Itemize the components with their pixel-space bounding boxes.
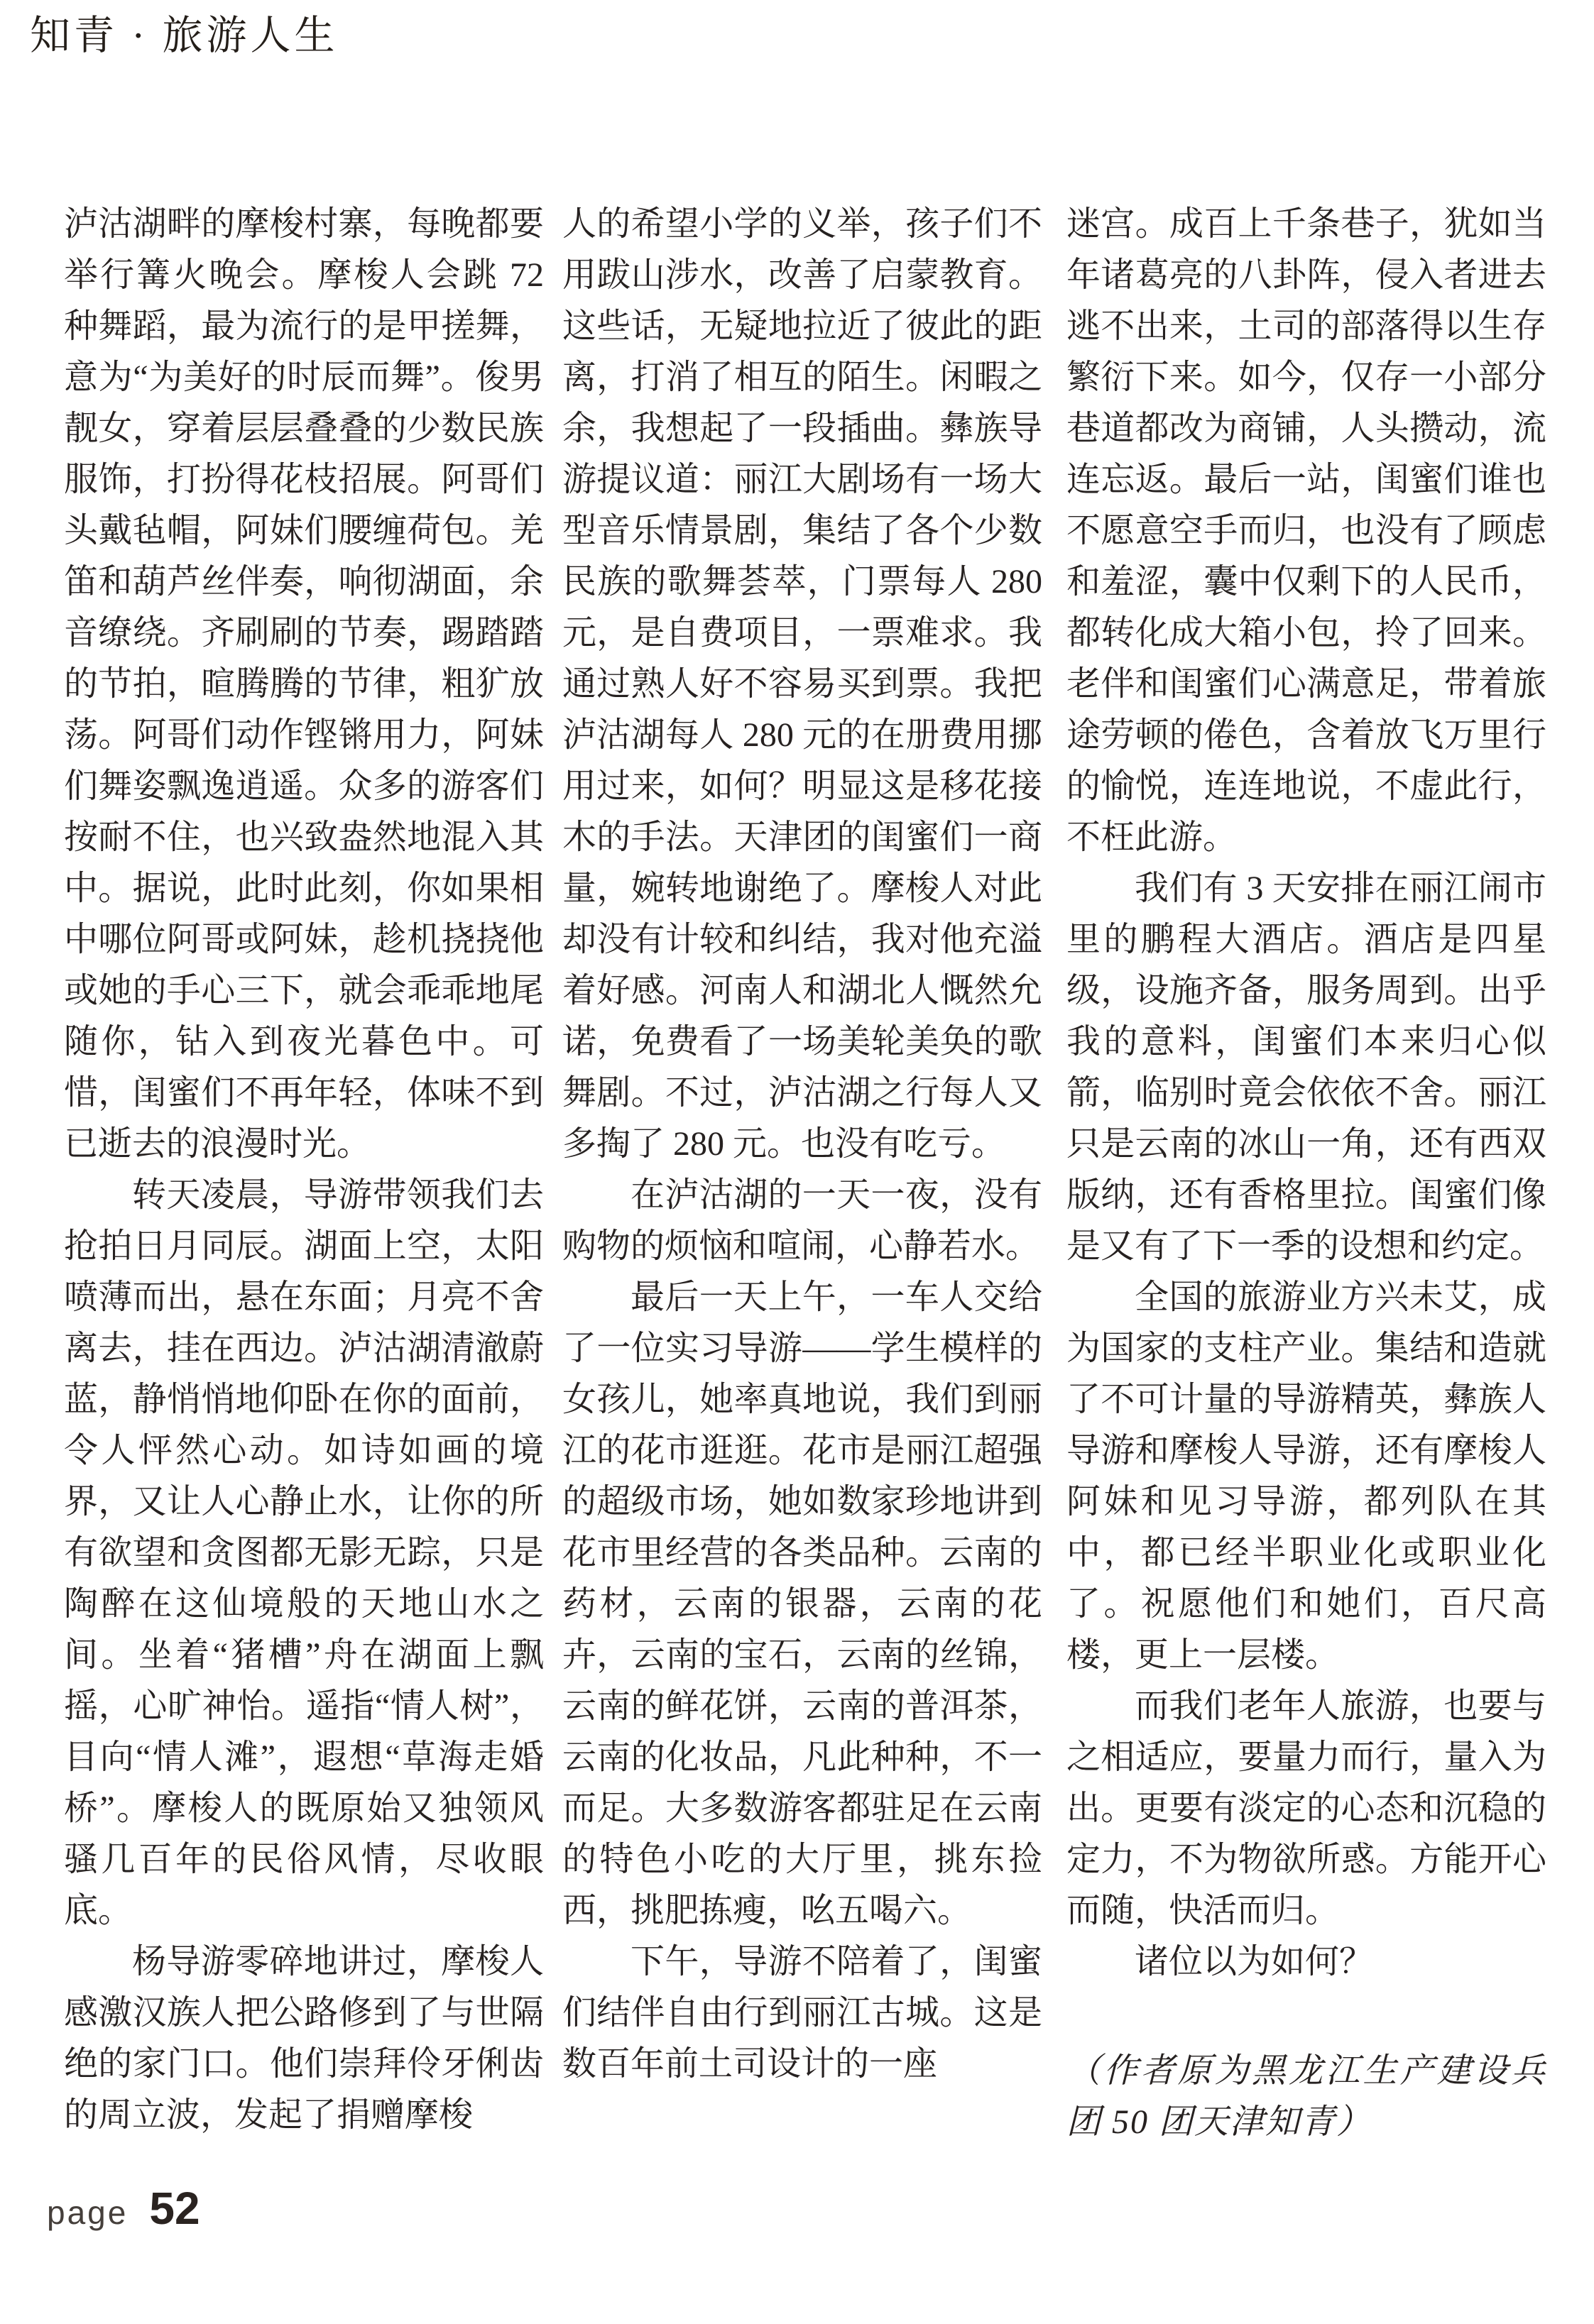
text-column-3 <box>1066 199 1546 2148</box>
paragraph: 在泸沽湖的一天一夜，没有购物的烦恼和喧闹，心静若水。 <box>562 1176 1042 1265</box>
text-column-1 <box>64 199 544 2141</box>
page-label: page <box>47 2194 129 2231</box>
paragraph: 全国的旅游业方兴未艾，成为国家的支柱产业。集结和造就了不可计量的导游精英，彝族人导游和摩梭人导游，还有摩梭人阿妹和见习导游，都列队在其中，都已经半职业化或职业化了。祝愿他们和她们，百尺高楼，更上一层楼。 <box>1066 1278 1546 1674</box>
paragraph: 诸位以为如何？ <box>1135 1943 1374 1980</box>
paragraph: 人的希望小学的义举，孩子们不用跋山涉水，改善了启蒙教育。这些话，无疑地拉近了彼此的距离，打消了相互的陌生。闲暇之余，我想起了一段插曲。彝族导游提议道：丽江大剧场有一场大型音乐情景剧，集结了各个少数民族的歌舞荟萃，门票每人 280 元，是自费项目，一票难求。我通过熟人好不容易买到票。我把泸沽湖每人 280 元的在册费用挪用过来，如何？明显这是移花接木的手法。天津团的闺蜜们一商量，婉转地谢绝了。摩梭人对此却没有计较和纠结，我对他充溢着好感。河南人和湖北人慨然允诺，免费看了一场美轮美奂的歌舞剧。不过，泸沽湖之行每人又多掏了 280 元。也没有吃亏。 <box>562 205 1042 1163</box>
paragraph: 下午，导游不陪着了，闺蜜们结伴自由行到丽江古城。这是数百年前土司设计的一座 <box>562 1943 1042 2083</box>
section-title: 知青 · 旅游人生 <box>30 13 339 58</box>
author-attribution: （作者原为黑龙江生产建设兵团 50 团天津知青） <box>1066 2052 1546 2141</box>
paragraph: 杨导游零碎地讲过，摩梭人感激汉族人把公路修到了与世隔绝的家门口。他们崇拜伶牙俐齿的周立波，发起了捐赠摩梭 <box>64 1943 544 2134</box>
paragraph: 转天凌晨，导游带领我们去抢拍日月同辰。湖面上空，太阳喷薄而出，悬在东面；月亮不舍离去，挂在西边。泸沽湖清澈蔚蓝，静悄悄地仰卧在你的面前，令人怦然心动。如诗如画的境界，又让人心静止水，让你的所有欲望和贪图都无影无踪，只是陶醉在这仙境般的天地山水之间。坐着“猪槽”舟在湖面上飘摇，心旷神怡。遥指“情人树”，目向“情人滩”，遐想“草海走婚桥”。摩梭人的既原始又独领风骚几百年的民俗风情，尽收眼底。 <box>64 1176 544 1929</box>
paragraph: 而我们老年人旅游，也要与之相适应，要量力而行，量入为出。更要有淡定的心态和沉稳的定力，不为物欲所惑。方能开心而随，快活而归。 <box>1066 1687 1546 1929</box>
page-number: 52 <box>149 2183 200 2234</box>
paragraph: 迷宫。成百上千条巷子，犹如当年诸葛亮的八卦阵，侵入者进去逃不出来，土司的部落得以生存繁衍下来。如今，仅存一小部分巷道都改为商铺，人头攒动，流连忘返。最后一站，闺蜜们谁也不愿意空手而归，也没有了顾虑和羞涩，囊中仅剩下的人民币，都转化成大箱小包，拎了回来。老伴和闺蜜们心满意足，带着旅途劳顿的倦色，含着放飞万里行的愉悦，连连地说，不虚此行，不枉此游。 <box>1066 205 1546 856</box>
paragraph: 最后一天上午，一车人交给了一位实习导游——学生模样的女孩儿，她率真地说，我们到丽江的花市逛逛。花市是丽江超强的超级市场，她如数家珍地讲到花市里经营的各类品种。云南的药材，云南的银器，云南的花卉，云南的宝石，云南的丝锦，云南的鲜花饼，云南的普洱茶，云南的化妆品，凡此种种，不一而足。大多数游客都驻足在云南的特色小吃的大厅里，挑东捡西，挑肥拣瘦，吆五喝六。 <box>562 1278 1042 1929</box>
paragraph: 泸沽湖畔的摩梭村寨，每晚都要举行篝火晚会。摩梭人会跳 72 种舞蹈，最为流行的是甲搓舞，意为“为美好的时辰而舞”。俊男靓女，穿着层层叠叠的少数民族服饰，打扮得花枝招展。阿哥们头戴毡帽，阿妹们腰缠荷包。羌笛和葫芦丝伴奏，响彻湖面，余音缭绕。齐刷刷的节奏，踢踏踏的节拍，暄腾腾的节律，粗犷放荡。阿哥们动作铿锵用力，阿妹们舞姿飘逸逍遥。众多的游客们按耐不住，也兴致盎然地混入其中。据说，此时此刻，你如果相中哪位阿哥或阿妹，趁机挠挠他或她的手心三下，就会乖乖地尾随你，钻入到夜光暮色中。可惜，闺蜜们不再年轻，体味不到已逝去的浪漫时光。 <box>64 205 544 1163</box>
page-footer <box>47 2182 200 2235</box>
text-column-2 <box>562 199 1042 2090</box>
paragraph: 我们有 3 天安排在丽江闹市里的鹏程大酒店。酒店是四星级，设施齐备，服务周到。出乎我的意料，闺蜜们本来归心似箭，临别时竟会依依不舍。丽江只是云南的冰山一角，还有西双版纳，还有香格里拉。闺蜜们像是又有了下一季的设想和约定。 <box>1066 870 1546 1265</box>
